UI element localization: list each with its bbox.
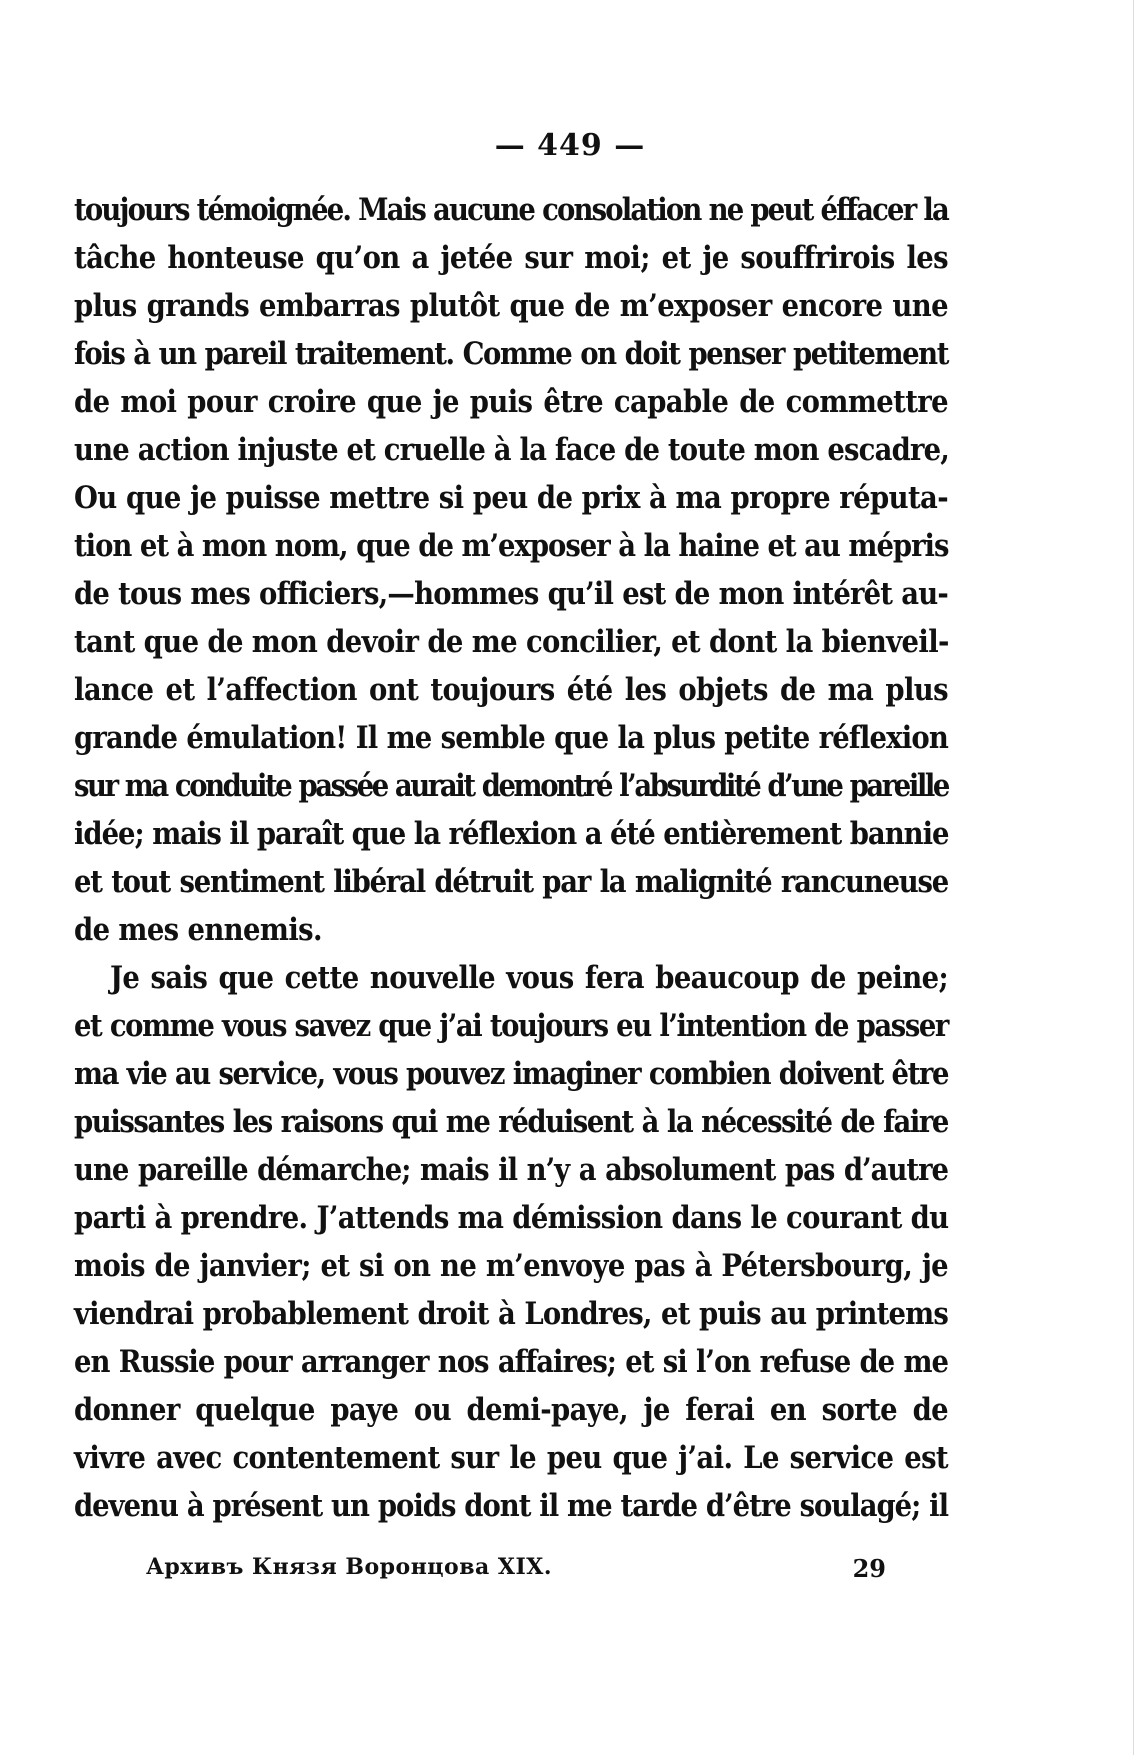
footer-title: Архивъ Князя Воронцова XIX. — [146, 1554, 553, 1580]
text-line: donner quelque paye ou demi-paye, je ferai en sorte de — [74, 1392, 948, 1428]
signature-mark: 29 — [852, 1554, 886, 1583]
text-line: puissantes les raisons qui me réduisent à la nécessité de faire — [74, 1104, 948, 1140]
text-line: sur ma conduite passée aurait demontré l’absurdité d’une pareille — [74, 768, 948, 804]
text-line: vivre avec contentement sur le peu que j’ai. Le service est — [74, 1440, 948, 1476]
text-line: une pareille démarche; mais il n’y a absolument pas d’autre — [74, 1152, 948, 1188]
text-line: et comme vous savez que j’ai toujours eu l’intention de passer — [74, 1008, 948, 1044]
text-line: Je sais que cette nouvelle vous fera beaucoup de peine; — [110, 960, 948, 996]
text-line: Ou que je puisse mettre si peu de prix à ma propre réputa- — [74, 480, 948, 516]
text-line: idée; mais il paraît que la réflexion a été entièrement bannie — [74, 816, 949, 852]
text-line: devenu à présent un poids dont il me tarde d’être soulagé; il — [74, 1488, 948, 1524]
text-line: tion et à mon nom, que de m’exposer à la haine et au mépris — [74, 528, 949, 564]
text-line: toujours témoignée. Mais aucune consolation ne peut éffacer la — [74, 192, 948, 228]
text-line: en Russie pour arranger nos affaires; et si l’on refuse de me — [74, 1344, 948, 1380]
text-line: viendrai probablement droit à Londres, et puis au printems — [74, 1296, 948, 1332]
text-line: ma vie au service, vous pouvez imaginer combien doivent être — [74, 1056, 948, 1092]
text-line: parti à prendre. J’attends ma démission dans le courant du — [74, 1200, 949, 1236]
text-line: tâche honteuse qu’on a jetée sur moi; et je souffrirois les — [74, 240, 948, 276]
body-text — [74, 186, 948, 1530]
page-number: — 449 — — [494, 128, 646, 163]
paragraph-2 — [74, 954, 948, 1530]
text-line: de tous mes officiers,—hommes qu’il est de mon intérêt au- — [74, 576, 948, 612]
scan-edge-rule — [1133, 0, 1134, 1755]
page-footer — [146, 1554, 886, 1590]
text-line: plus grands embarras plutôt que de m’exposer encore une — [74, 288, 948, 324]
paragraph-1 — [74, 186, 948, 954]
text-line: grande émulation! Il me semble que la plus petite réflexion — [74, 720, 948, 756]
text-line: mois de janvier; et si on ne m’envoye pas à Pétersbourg, je — [74, 1248, 948, 1284]
text-line: de mes ennemis. — [74, 912, 322, 948]
text-line: de moi pour croire que je puis être capable de commettre — [74, 384, 948, 420]
text-line: lance et l’affection ont toujours été les objets de ma plus — [74, 672, 948, 708]
text-line: une action injuste et cruelle à la face de toute mon escadre, — [74, 432, 950, 468]
text-line: et tout sentiment libéral détruit par la malignité rancuneuse — [74, 864, 948, 900]
text-line: fois à un pareil traitement. Comme on doit penser petitement — [74, 336, 948, 372]
text-line: tant que de mon devoir de me concilier, et dont la bienveil- — [74, 624, 949, 660]
